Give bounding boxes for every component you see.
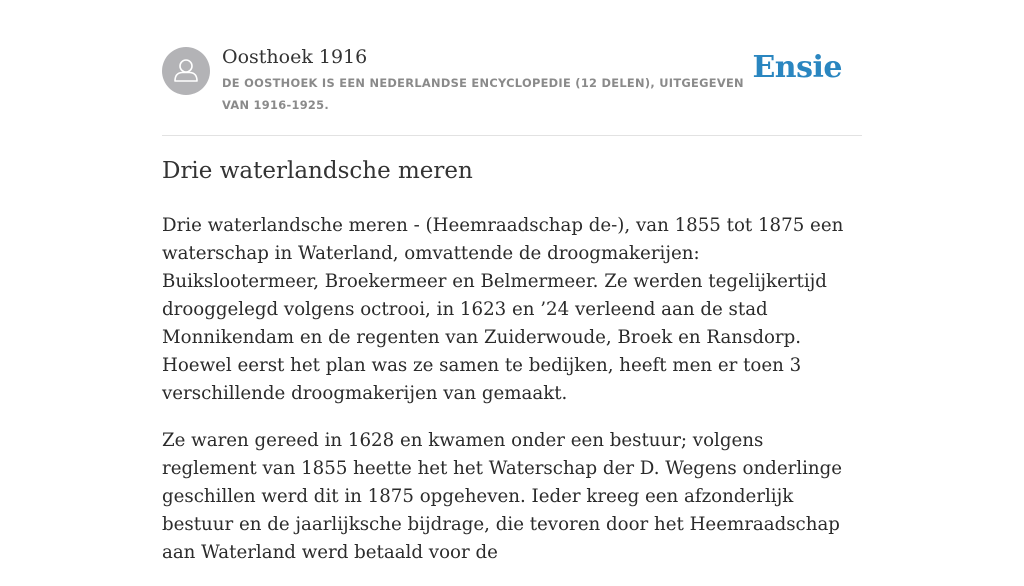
source-header	[162, 44, 862, 120]
article-paragraph: Ze waren gereed in 1628 en kwamen onder een bestuur; volgens reglement van 1855 heette het het Waterschap der D. Wegens onderlinge geschillen werd dit in 1875 opgeheven. Ieder kreeg een afzonderlijk bestuur en de jaarlijksche bijdrage, die tevoren door het Heemraadschap aan Waterland werd betaald voor de	[162, 430, 843, 563]
header-divider	[162, 135, 862, 136]
article-title: Drie waterlandsche meren	[162, 158, 473, 184]
user-avatar-icon[interactable]	[162, 47, 210, 95]
user-silhouette-icon	[162, 47, 210, 95]
article-body	[162, 212, 862, 586]
article-paragraph: Drie waterlandsche meren - (Heemraadschap de-), van 1855 tot 1875 een waterschap in Waterland, omvattende de droogmakerijen: Buikslootermeer, Broekermeer en Belmermeer. Ze werden tegelijkertijd drooggelegd volgens octrooi, in 1623 en ’24 verleend aan de stad Monnikendam en de regenten van Zuiderwoude, Broek en Ransdorp. Hoewel eerst het plan was ze samen te bedijken, heeft men er toen 3 verschillende droogmakerijen van gemaakt.	[162, 215, 844, 404]
ensie-logo[interactable]: Ensie	[752, 50, 842, 85]
source-description: DE OOSTHOEK IS EEN NEDERLANDSE ENCYCLOPEDIE (12 DELEN), UITGEGEVEN VAN 1916-1925.	[222, 76, 744, 112]
source-title[interactable]: Oosthoek 1916	[222, 46, 368, 68]
